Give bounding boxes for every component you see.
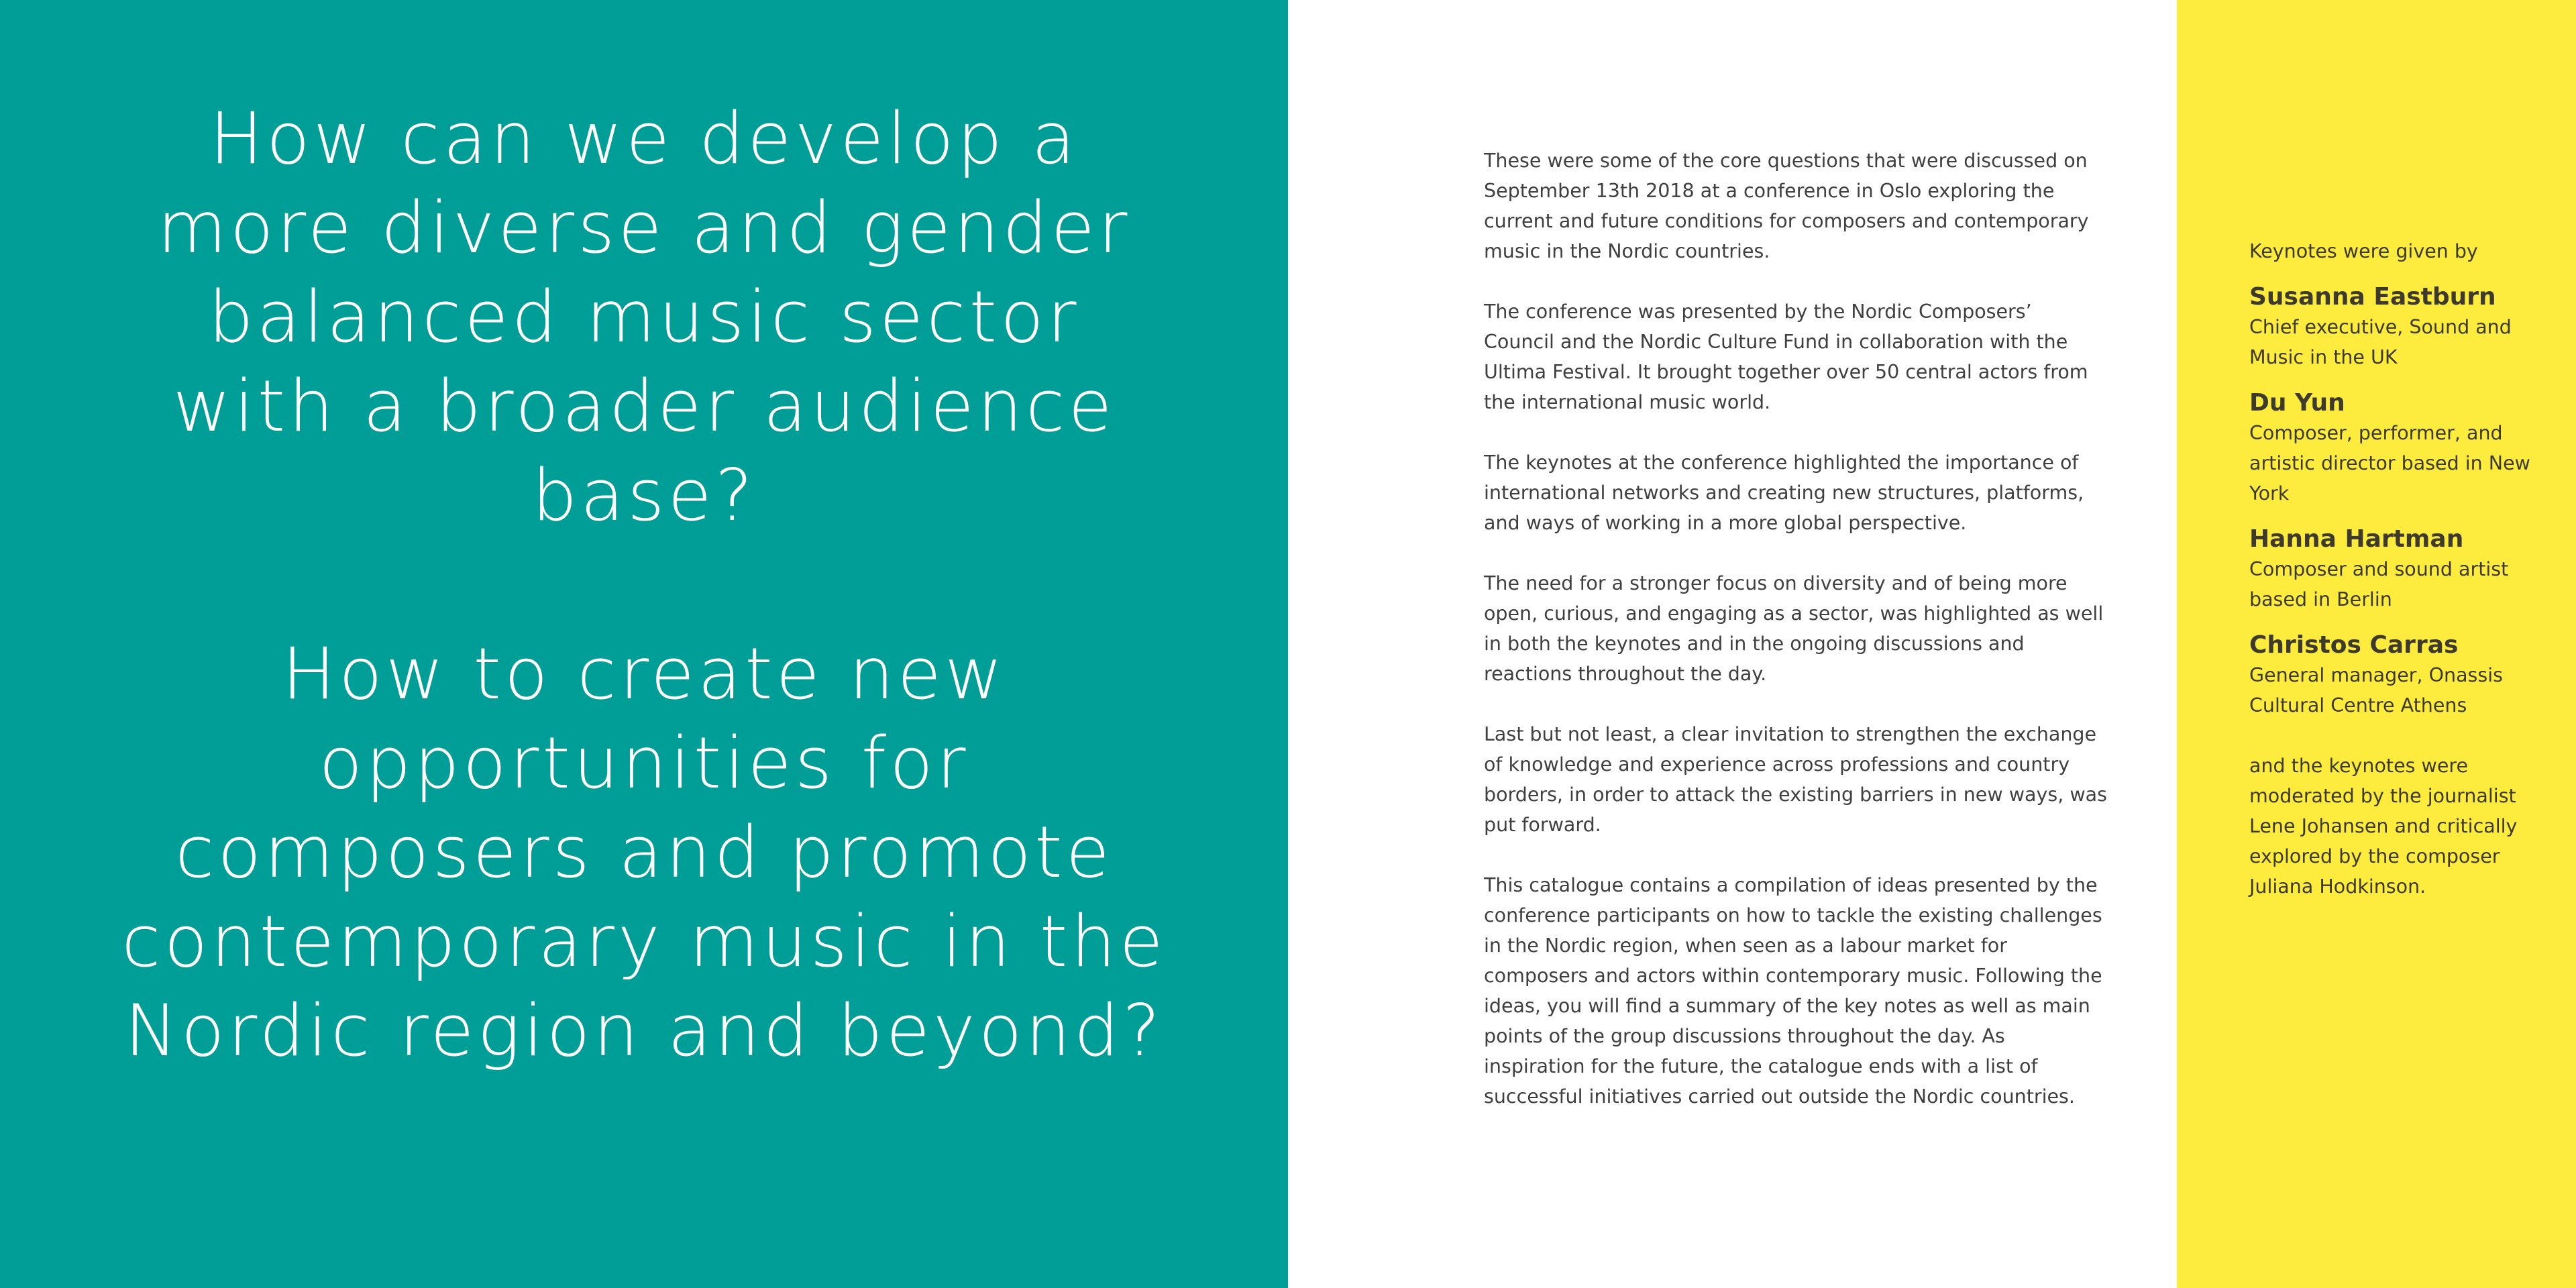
speaker-role: Composer and sound artist based in Berlin — [2249, 558, 2509, 610]
speaker-name: Hanna Hartman — [2249, 525, 2464, 553]
question-diversity: How can we develop a more diverse and gender balanced music sector with a broader audience base? — [157, 97, 1131, 537]
introduction-text — [1484, 146, 2108, 1142]
intro-paragraph: The conference was presented by the Nordic Composers’ Council and the Nordic Culture Fund in collaboration with the Ultima Festival. It brought together over 50 central actors from the international music world. — [1484, 301, 2088, 413]
introduction-panel — [1288, 0, 2177, 1288]
moderation-note: and the keynotes were moderated by the journalist Lene Johansen and critically explored by the composer Juliana Hodkinson. — [2249, 755, 2518, 898]
keynotes-panel — [2177, 0, 2576, 1288]
intro-paragraph: The keynotes at the conference highlighted the importance of international networks and creating new structures, platforms, and ways of working in a more global perspective. — [1484, 451, 2084, 534]
core-questions — [114, 94, 1174, 1075]
keynotes-heading: Keynotes were given by — [2249, 240, 2478, 262]
speaker-name: Christos Carras — [2249, 631, 2459, 659]
speaker-entry — [2249, 524, 2558, 614]
speaker-name: Du Yun — [2249, 389, 2345, 417]
intro-paragraph: These were some of the core questions that were discussed on September 13th 2018 at a conference in Oslo exploring the current and future conditions for composers and contemporary music in the Nordic countries. — [1484, 150, 2089, 262]
intro-paragraph: The need for a stronger focus on diversity and of being more open, curious, and engaging as a sector, was highlighted as well in both the keynotes and in the ongoing discussions and reactions throughout the day. — [1484, 572, 2104, 685]
speaker-role: General manager, Onassis Cultural Centre Athens — [2249, 664, 2504, 716]
speaker-role: Chief executive, Sound and Music in the UK — [2249, 316, 2512, 368]
intro-paragraph: Last but not least, a clear invitation to strengthen the exchange of knowledge and experience across professions and country borders, in order to attack the existing barriers in new ways, was put forward. — [1484, 723, 2107, 836]
speaker-entry — [2249, 388, 2558, 508]
speaker-entry — [2249, 282, 2558, 372]
intro-paragraph: This catalogue contains a compilation of ideas presented by the conference participants on how to tackle the existing challenges in the Nordic region, when seen as a labour market for composers and actors within contemporary music. Following the ideas, you will find a summary of the key notes as well as main points of the group discussions throughout the day. As inspiration for the future, the catalogue ends with a list of successful initiatives carried out outside the Nordic countries. — [1484, 874, 2102, 1108]
speaker-entry — [2249, 630, 2558, 720]
question-opportunities: How to create new opportunities for composers and promote contemporary music in the Nordic region and beyond? — [121, 633, 1167, 1072]
speaker-name: Susanna Eastburn — [2249, 283, 2496, 311]
speaker-role: Composer, performer, and artistic director based in New York — [2249, 422, 2530, 504]
keynotes-list — [2249, 236, 2558, 921]
